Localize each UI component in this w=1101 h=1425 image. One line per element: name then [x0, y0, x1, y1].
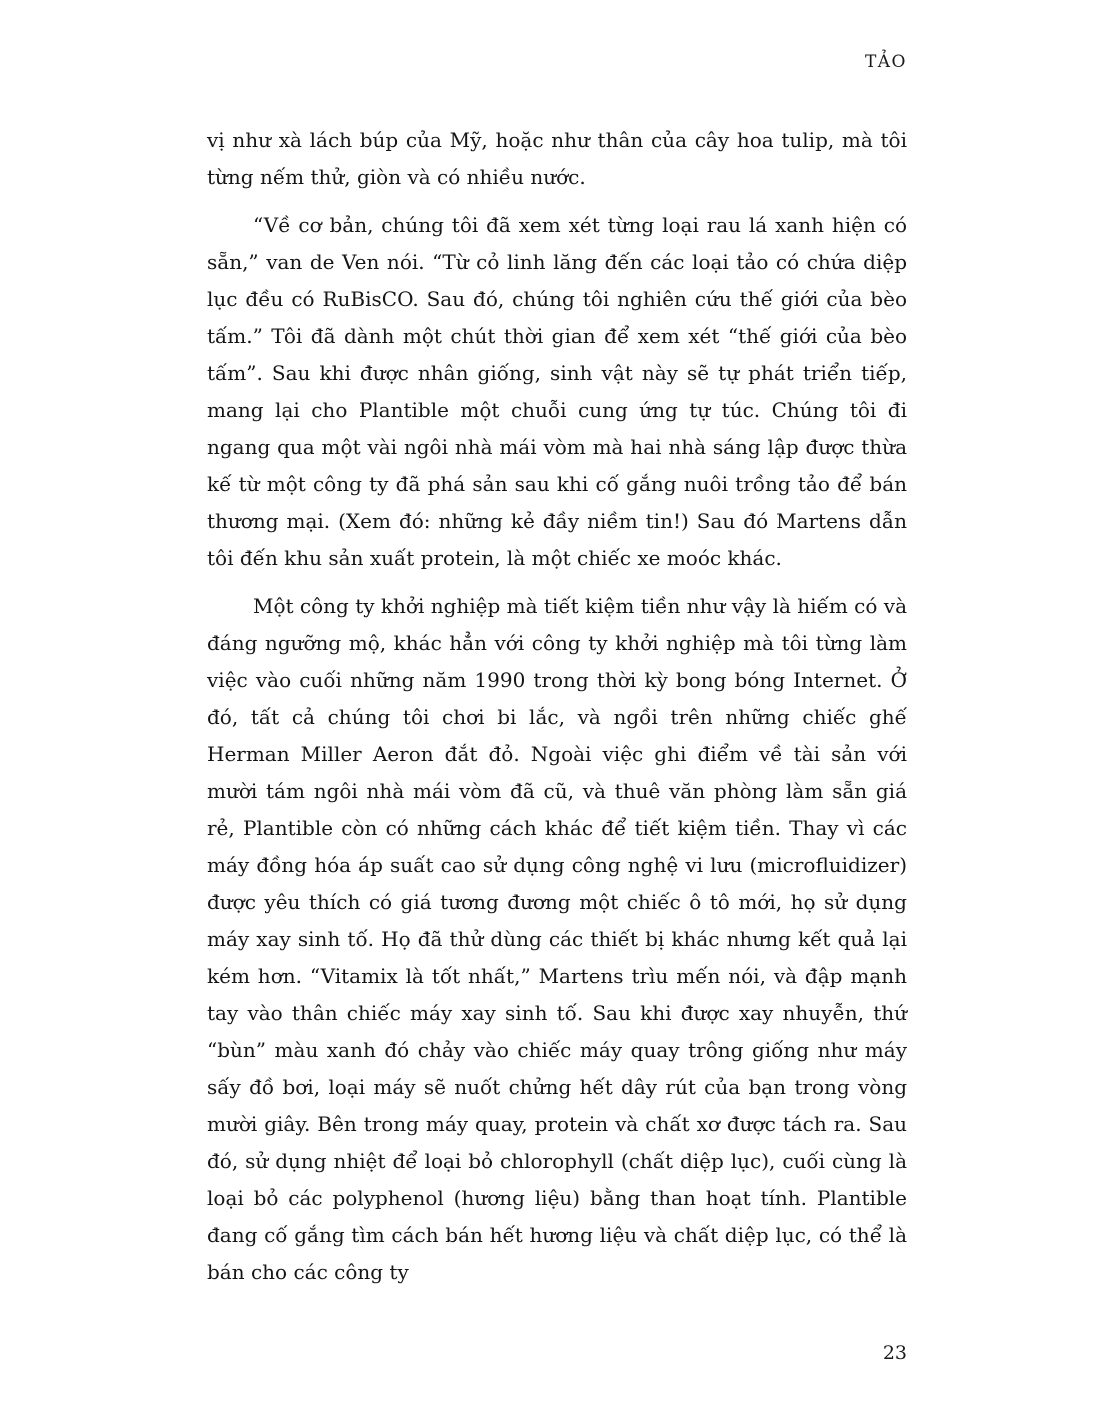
- paragraph: “Về cơ bản, chúng tôi đã xem xét từng loại rau lá xanh hiện có sẵn,” van de Ven nói. “Từ cỏ linh lăng đến các loại tảo có chứa diệp lục đều có RuBisCO. Sau đó, chúng tôi nghiên cứu thế giới của bèo tấm.” Tôi đã dành một chút thời gian để xem xét “thế giới của bèo tấm”. Sau khi được nhân giống, sinh vật này sẽ tự phát triển tiếp, mang lại cho Plantible một chuỗi cung ứng tự túc. Chúng tôi đi ngang qua một vài ngôi nhà mái vòm mà hai nhà sáng lập được thừa kế từ một công ty đã phá sản sau khi cố gắng nuôi trồng tảo để bán thương mại. (Xem đó: những kẻ đầy niềm tin!) Sau đó Martens dẫn tôi đến khu sản xuất protein, là một chiếc xe moóc khác.: [207, 213, 907, 570]
- paragraph-continuation: vị như xà lách búp của Mỹ, hoặc như thân của cây hoa tulip, mà tôi từng nếm thử, giòn và có nhiều nước.: [207, 128, 907, 189]
- body-text: [207, 122, 907, 1291]
- paragraph: Một công ty khởi nghiệp mà tiết kiệm tiền như vậy là hiếm có và đáng ngưỡng mộ, khác hẳn với công ty khởi nghiệp mà tôi từng làm việc vào cuối những năm 1990 trong thời kỳ bong bóng Internet. Ở đó, tất cả chúng tôi chơi bi lắc, và ngồi trên những chiếc ghế Herman Miller Aeron đắt đỏ. Ngoài việc ghi điểm về tài sản với mười tám ngôi nhà mái vòm đã cũ, và thuê văn phòng làm sẵn giá rẻ, Plantible còn có những cách khác để tiết kiệm tiền. Thay vì các máy đồng hóa áp suất cao sử dụng công nghệ vi lưu (microfluidizer) được yêu thích có giá tương đương một chiếc ô tô mới, họ sử dụng máy xay sinh tố. Họ đã thử dùng các thiết bị khác nhưng kết quả lại kém hơn. “Vitamix là tốt nhất,” Martens trìu mến nói, và đập mạnh tay vào thân chiếc máy xay sinh tố. Sau khi được xay nhuyễn, thứ “bùn” màu xanh đó chảy vào chiếc máy quay trông giống như máy sấy đồ bơi, loại máy sẽ nuốt chửng hết dây rút của bạn trong vòng mười giây. Bên trong máy quay, protein và chất xơ được tách ra. Sau đó, sử dụng nhiệt để loại bỏ chlorophyll (chất diệp lục), cuối cùng là loại bỏ các polyphenol (hương liệu) bằng than hoạt tính. Plantible đang cố gắng tìm cách bán hết hương liệu và chất diệp lục, có thể là bán cho các công ty: [207, 594, 907, 1284]
- running-header: TẢO: [864, 52, 907, 72]
- page-number: 23: [882, 1342, 907, 1364]
